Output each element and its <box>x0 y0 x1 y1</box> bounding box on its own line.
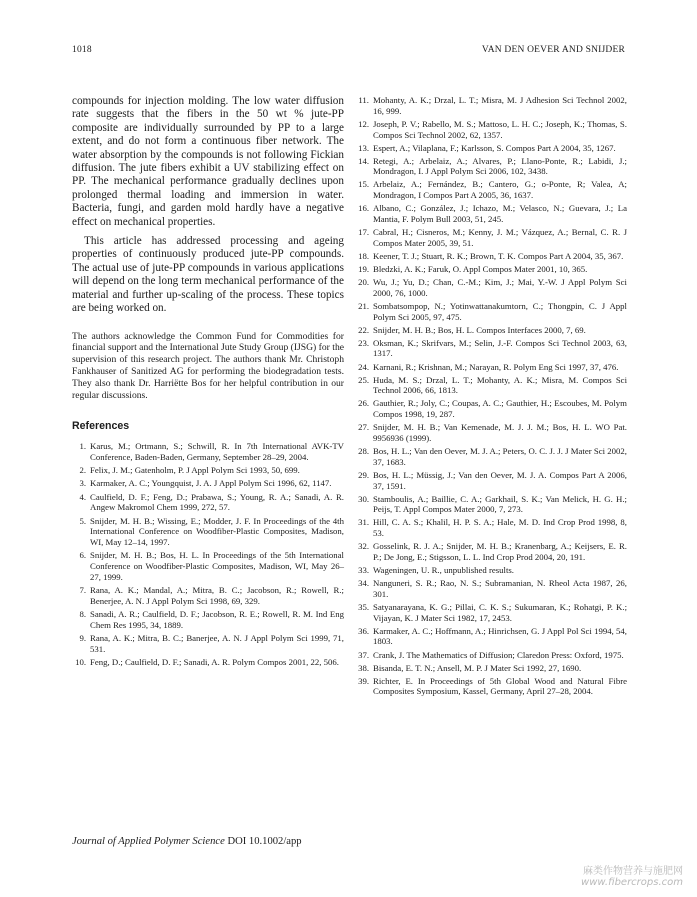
reference-number: 35. <box>358 601 369 612</box>
reference-item <box>355 494 627 515</box>
reference-number: 37. <box>358 649 369 660</box>
reference-text: Keener, T. J.; Stuart, R. K.; Brown, T. K. Compos Part A 2004, 35, 367. <box>373 250 624 261</box>
reference-list-right <box>355 95 627 697</box>
watermark-line: 麻类作物营养与施肥网 <box>583 866 683 877</box>
reference-number: 22. <box>358 324 369 335</box>
reference-number: 31. <box>358 517 369 528</box>
reference-number: 10. <box>75 656 86 667</box>
watermark-url: www.fibercrops.com <box>581 877 683 888</box>
reference-text: Stamboulis, A.; Baillie, C. A.; Garkhail, S. K.; Van Melick, H. G. H.; Peijs, T. Appl Compos Mater 2000, 7, 273. <box>373 493 627 515</box>
reference-text: Rana, A. K.; Mitra, B. C.; Banerjee, A. N. J Appl Polym Sci 1999, 71, 531. <box>90 632 344 654</box>
reference-number: 19. <box>358 263 369 274</box>
reference-item <box>355 301 627 322</box>
reference-item <box>355 470 627 491</box>
reference-number: 25. <box>358 374 369 385</box>
reference-text: Sanadi, A. R.; Caulfield, D. F.; Jacobson, R. E.; Rowell, R. M. Ind Eng Chem Res 1995, 34, 1889. <box>90 608 344 630</box>
reference-text: Oksman, K.; Skrifvars, M.; Selin, J.-F. Compos Sci Technol 2003, 63, 1317. <box>373 337 627 359</box>
reference-item <box>355 338 627 359</box>
reference-number: 1. <box>79 440 86 451</box>
reference-number: 38. <box>358 662 369 673</box>
reference-text: Snijder, M. H. B.; Wissing, E.; Modder, J. F. In Proceedings of the 4th International Conference on Woodfiber-Plastic Composites, Madison, WI, May 12–14, 1997. <box>90 515 344 547</box>
reference-text: Arbelaiz, A.; Fernández, B.; Cantero, G.; o-Ponte, R; Valea, A; Mondragon, I Compos Part A 2005, 36, 1637. <box>373 179 627 201</box>
reference-number: 14. <box>358 155 369 166</box>
reference-number: 26. <box>358 398 369 409</box>
reference-text: Mohanty, A. K.; Drzal, L. T.; Misra, M. J Adhesion Sci Technol 2002, 16, 999. <box>373 95 627 116</box>
reference-number: 28. <box>358 446 369 457</box>
reference-item <box>355 362 627 373</box>
body-paragraph: compounds for injection molding. The low water diffusion rate suggests that the fibers in the 50 wt % jute-PP composite are individually surrounded by PP to a large extent, and do not form a continuous fiber network. The water absorption by the compounds is not following Fickian diffusion. The jute fibers exhibit a UV stabilizing effect on PP. The mechanical performance gradually declines upon prolonged thermal loading and immersion in water. Bacteria, fungi, and garden mold hardly have a negative effect on mechanical properties. <box>72 95 344 228</box>
journal-name: Journal of Applied Polymer Science <box>72 836 225 847</box>
reference-item <box>355 602 627 623</box>
reference-text: Nanguneri, S. R.; Rao, N. S.; Subramanian, N. Rheol Acta 1987, 26, 301. <box>373 578 627 599</box>
reference-number: 36. <box>358 625 369 636</box>
reference-number: 15. <box>358 179 369 190</box>
reference-item <box>355 663 627 674</box>
reference-number: 11. <box>358 95 369 105</box>
reference-text: Wageningen, U. R., unpublished results. <box>373 565 514 576</box>
journal-doi: DOI 10.1002/app <box>224 836 302 847</box>
reference-number: 17. <box>358 227 369 238</box>
reference-item <box>355 541 627 562</box>
reference-item <box>355 119 627 140</box>
reference-number: 4. <box>79 491 86 502</box>
reference-text: Snijder, M. H. B.; Bos, H. L. In Proceedings of the 5th International Conference on Woodfiber-Plastic Composites, Madison, WI, May 26–27, 1999. <box>90 550 344 582</box>
reference-text: Felix, J. M.; Gatenholm, P. J Appl Polym Sci 1993, 50, 699. <box>90 464 300 475</box>
reference-item <box>72 633 344 654</box>
reference-text: Cabral, H.; Cisneros, M.; Kenny, J. M.; Vázquez, A.; Bernal, C. R. J Compos Mater 2005, 39, 51. <box>373 227 627 248</box>
running-header <box>72 45 625 55</box>
reference-item <box>355 325 627 336</box>
reference-number: 33. <box>358 565 369 576</box>
reference-item <box>355 179 627 200</box>
reference-number: 18. <box>358 250 369 261</box>
reference-item <box>355 227 627 248</box>
page-number: 1018 <box>72 45 92 55</box>
reference-text: Gosselink, R. J. A.; Snijder, M. H. B.; Kranenbarg, A.; Keijsers, E. R. P.; De Jong, E.; Stigsson, L. L. Ind Crop Prod 2004, 20, 191. <box>373 541 627 562</box>
reference-item <box>355 375 627 396</box>
reference-item <box>355 578 627 599</box>
reference-text: Bos, H. L.; Müssig, J.; Van den Oever, M. J. A. Compos Part A 2006, 37, 1591. <box>373 469 627 491</box>
references-heading: References <box>72 419 130 432</box>
reference-text: Bisanda, E. T. N.; Ansell, M. P. J Mater Sci 1992, 27, 1690. <box>373 662 582 673</box>
reference-number: 21. <box>358 300 369 311</box>
reference-number: 8. <box>79 608 86 619</box>
reference-text: Richter, E. In Proceedings of 5th Global Wood and Natural Fibre Composites Symposium, Kassel, Germany, April 27–28, 2004. <box>373 675 627 697</box>
reference-text: Satyanarayana, K. G.; Pillai, C. K. S.; Sukumaran, K.; Rohatgi, P. K.; Vijayan, K. J Mater Sci 1982, 17, 2453. <box>373 601 627 623</box>
reference-item <box>355 626 627 647</box>
reference-item <box>72 516 344 548</box>
reference-number: 29. <box>358 469 369 480</box>
left-column <box>72 95 344 670</box>
acknowledgement: The authors acknowledge the Common Fund for Commodities for financial support and the International Jute Study Group (IJSG) for the supervision of this research project. The authors thank Mr. Christoph Fankhauser of Sanitized AG for performing the biodegradation tests. They also thank Dr. Harriëtte Bos for her helpful contribution in our regular discussions. <box>72 330 344 402</box>
reference-text: Snijder, M. H. B.; Van Kemenade, M. J. J. M.; Bos, H. L. WO Pat. 9956936 (1999). <box>373 422 627 443</box>
reference-item <box>355 251 627 262</box>
reference-item <box>72 465 344 476</box>
reference-text: Karnani, R.; Krishnan, M.; Narayan, R. Polym Eng Sci 1997, 37, 476. <box>373 361 619 372</box>
reference-text: Albano, C.; González, J.; Ichazo, M.; Velasco, N.; Guevara, J.; La Mantia, F. Polym Bull 2003, 51, 245. <box>373 203 627 224</box>
reference-number: 27. <box>358 422 369 433</box>
reference-item <box>72 657 344 668</box>
site-watermark <box>581 866 683 888</box>
reference-item <box>355 650 627 661</box>
reference-number: 30. <box>358 493 369 504</box>
reference-number: 7. <box>79 584 86 595</box>
reference-item <box>355 156 627 177</box>
reference-item <box>355 203 627 224</box>
reference-text: Sombatsompop, N.; Yotinwattanakumtorn, C.; Thongpin, C. J Appl Polym Sci 2005, 97, 475. <box>373 300 627 322</box>
reference-text: Gauthier, R.; Joly, C.; Coupas, A. C.; Gauthier, H.; Escoubes, M. Polym Compos 1998, 19, 287. <box>373 398 627 420</box>
running-title: VAN DEN OEVER AND SNIJDER <box>481 45 625 55</box>
reference-item <box>355 446 627 467</box>
reference-number: 34. <box>358 578 369 589</box>
reference-text: Bledzki, A. K.; Faruk, O. Appl Compos Mater 2001, 10, 365. <box>373 263 588 274</box>
reference-number: 12. <box>358 118 369 129</box>
reference-item <box>355 264 627 275</box>
reference-item <box>72 550 344 582</box>
reference-item <box>72 478 344 489</box>
reference-item <box>72 609 344 630</box>
body-paragraph: This article has addressed processing and ageing properties of continuously produced jute-PP compounds. The actual use of jute-PP compounds in various applications will depend on the long term mechanical performance of the material and further up-scaling of the process. These topics are being worked on. <box>72 235 344 315</box>
right-column <box>355 95 627 699</box>
reference-text: Karus, M.; Ortmann, S.; Schwill, R. In 7th International AVK-TV Conference, Baden-Baden, Germany, September 28–29, 2004. <box>90 440 344 462</box>
reference-item <box>355 422 627 443</box>
reference-item <box>355 95 627 116</box>
reference-text: Karmaker, A. C.; Hoffmann, A.; Hinrichsen, G. J Appl Pol Sci 1994, 54, 1803. <box>373 625 627 647</box>
reference-number: 5. <box>79 515 86 526</box>
reference-number: 32. <box>358 541 369 552</box>
reference-item <box>72 492 344 513</box>
reference-number: 2. <box>79 464 86 475</box>
reference-text: Huda, M. S.; Drzal, L. T.; Mohanty, A. K.; Misra, M. Compos Sci Technol 2006, 66, 1813. <box>373 374 627 396</box>
reference-number: 23. <box>358 337 369 348</box>
reference-item <box>355 143 627 154</box>
reference-text: Joseph, P. V.; Rabello, M. S.; Mattoso, L. H. C.; Joseph, K.; Thomas, S. Compos Sci Technol 2002, 62, 1357. <box>373 118 627 140</box>
reference-item <box>72 585 344 606</box>
reference-number: 24. <box>358 361 369 372</box>
reference-text: Bos, H. L.; Van den Oever, M. J. A.; Peters, O. C. J. J. J Mater Sci 2002, 37, 1683. <box>373 446 627 467</box>
journal-footer <box>72 836 302 847</box>
reference-list-left <box>72 441 344 668</box>
reference-number: 3. <box>79 478 86 489</box>
reference-number: 39. <box>358 675 369 686</box>
reference-text: Rana, A. K.; Mandal, A.; Mitra, B. C.; Jacobson, R.; Rowell, R.; Benerjee, A. N. J Appl Polym Sci 1998, 69, 329. <box>90 584 344 606</box>
reference-item <box>72 441 344 462</box>
reference-text: Wu, J.; Yu, D.; Chan, C.-M.; Kim, J.; Mai, Y.-W. J Appl Polym Sci 2000, 76, 1000. <box>373 277 627 298</box>
reference-number: 13. <box>358 142 369 153</box>
reference-item <box>355 517 627 538</box>
reference-text: Feng, D.; Caulfield, D. F.; Sanadi, A. R. Polym Compos 2001, 22, 506. <box>90 656 339 667</box>
reference-text: Hill, C. A. S.; Khalil, H. P. S. A.; Hale, M. D. Ind Crop Prod 1998, 8, 53. <box>373 517 627 539</box>
reference-text: Karmaker, A. C.; Youngquist, J. A. J Appl Polym Sci 1996, 62, 1147. <box>90 478 332 489</box>
reference-text: Espert, A.; Vilaplana, F.; Karlsson, S. Compos Part A 2004, 35, 1267. <box>373 142 616 153</box>
reference-item <box>355 398 627 419</box>
reference-item <box>355 277 627 298</box>
reference-number: 20. <box>358 277 369 288</box>
reference-number: 16. <box>358 203 369 214</box>
reference-text: Caulfield, D. F.; Feng, D.; Prabawa, S.; Young, R. A.; Sanadi, A. R. Angew Makromol Chem 1999, 272, 57. <box>90 491 344 513</box>
reference-text: Crank, J. The Mathematics of Diffusion; Claredon Press: Oxford, 1975. <box>373 649 624 660</box>
reference-number: 9. <box>79 632 86 643</box>
reference-item <box>355 565 627 576</box>
reference-item <box>355 676 627 697</box>
reference-text: Retegi, A.; Arbelaiz, A.; Alvares, P.; Llano-Ponte, R.; Labidi, J.; Mondragon, I. J Appl Polym Sci 2006, 102, 3438. <box>373 155 627 177</box>
reference-text: Snijder, M. H. B.; Bos, H. L. Compos Interfaces 2000, 7, 69. <box>373 324 586 335</box>
reference-number: 6. <box>79 550 86 561</box>
